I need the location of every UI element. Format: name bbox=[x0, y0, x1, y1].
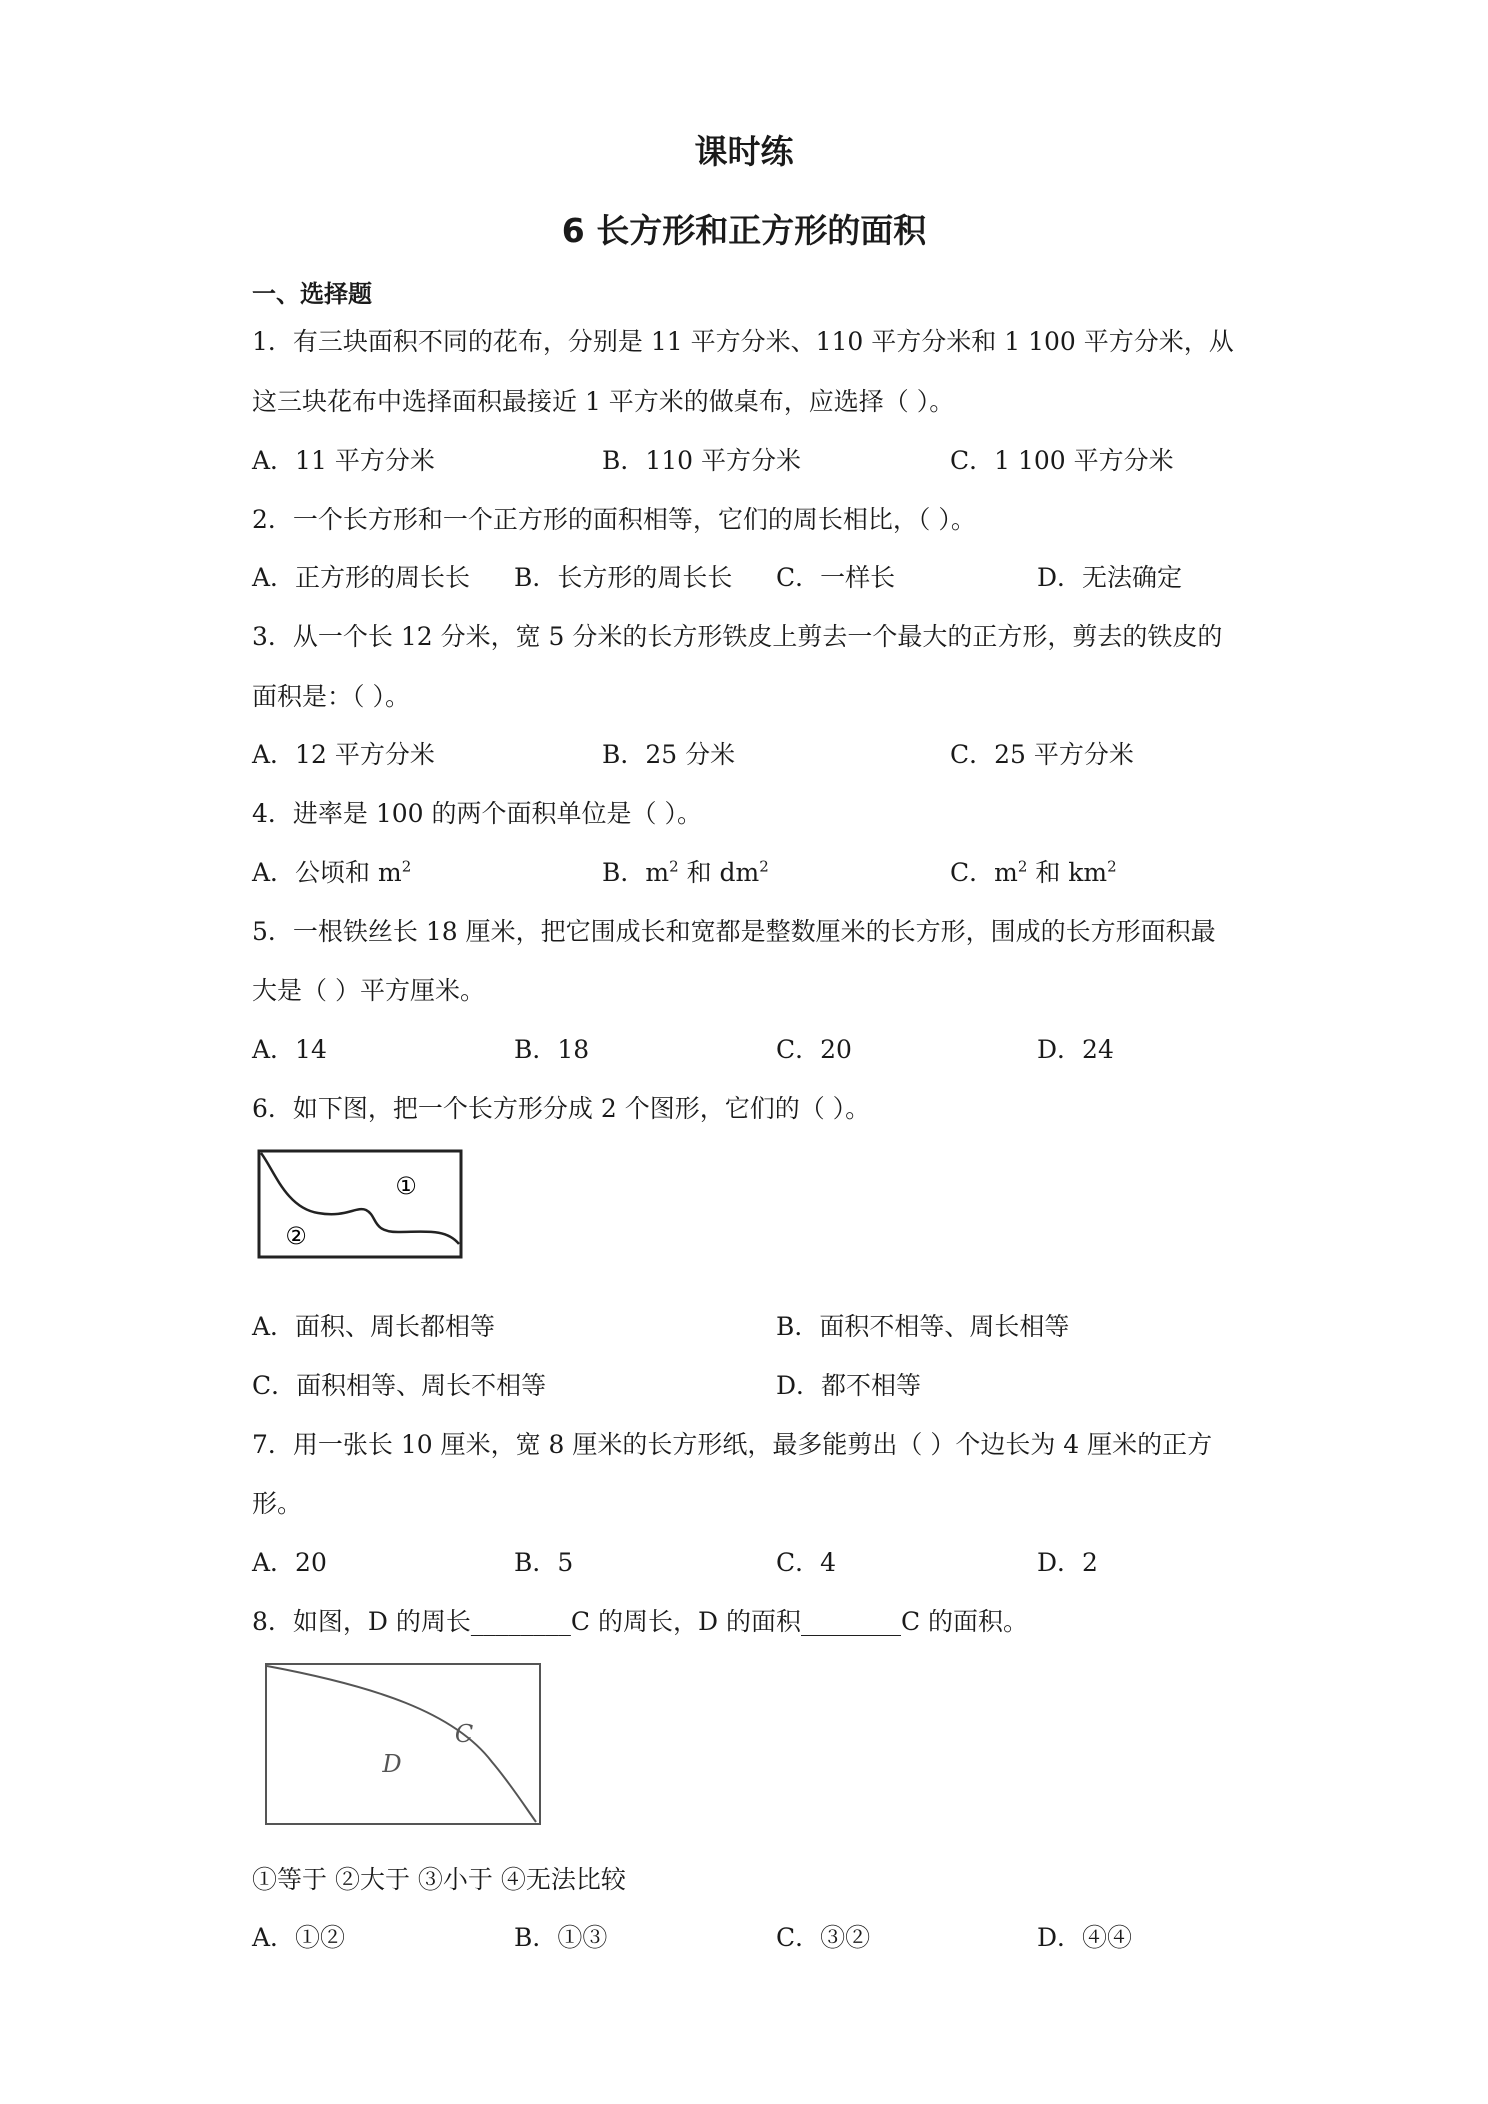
question-5-option-d: D．24 bbox=[1037, 1035, 1114, 1064]
question-4-line-1: 4．进率是 100 的两个面积单位是（ ）。 bbox=[252, 799, 702, 828]
question-2-line-1: 2．一个长方形和一个正方形的面积相等，它们的周长相比，（ ）。 bbox=[252, 505, 976, 534]
superscript: 2 bbox=[401, 857, 412, 876]
question-7-option-a: A．20 bbox=[252, 1548, 327, 1577]
question-2-option-a: A．正方形的周长长 bbox=[252, 563, 471, 592]
question-3-option-a: A．12 平方分米 bbox=[252, 740, 435, 769]
region-label-c: C bbox=[454, 1720, 474, 1748]
question-6-option-a: A．面积、周长都相等 bbox=[252, 1312, 496, 1341]
option-c-text-2: 和 km bbox=[1027, 858, 1108, 887]
question-1-line-2: 这三块花布中选择面积最接近 1 平方米的做桌布，应选择（ ）。 bbox=[252, 387, 955, 416]
question-6-option-c: C．面积相等、周长不相等 bbox=[252, 1371, 547, 1400]
question-3-option-b: B．25 分米 bbox=[602, 740, 736, 769]
question-2-option-d: D．无法确定 bbox=[1037, 563, 1183, 592]
question-6-line-1: 6．如下图，把一个长方形分成 2 个图形，它们的（ ）。 bbox=[252, 1094, 871, 1123]
question-7-option-c: C．4 bbox=[776, 1548, 837, 1577]
split-rectangle-figure bbox=[256, 1148, 466, 1260]
region-label-d: D bbox=[382, 1750, 402, 1778]
question-4-option-a bbox=[252, 853, 411, 889]
question-1-option-c: C．1 100 平方分米 bbox=[950, 446, 1174, 475]
question-6-option-d: D．都不相等 bbox=[776, 1371, 922, 1400]
option-c-text: C．m bbox=[950, 858, 1018, 887]
question-7-line-2: 形。 bbox=[252, 1489, 303, 1518]
question-4-option-b bbox=[602, 853, 769, 889]
question-1-option-b: B．110 平方分米 bbox=[602, 446, 802, 475]
question-5-option-b: B．18 bbox=[514, 1035, 590, 1064]
section-heading: 一、选择题 bbox=[252, 280, 372, 308]
dividing-curve bbox=[267, 1666, 536, 1822]
question-3-line-2: 面积是：（ ）。 bbox=[252, 682, 410, 711]
question-8-option-c: C．③② bbox=[776, 1923, 871, 1952]
superscript: 2 bbox=[1107, 857, 1117, 876]
question-3-line-1: 3．从一个长 12 分米，宽 5 分米的长方形铁皮上剪去一个最大的正方形，剪去的铁皮的 bbox=[252, 622, 1223, 651]
question-3-option-c: C．25 平方分米 bbox=[950, 740, 1134, 769]
question-5-option-a: A．14 bbox=[252, 1035, 327, 1064]
question-5-line-1: 5．一根铁丝长 18 厘米，把它围成长和宽都是整数厘米的长方形，围成的长方形面积最 bbox=[252, 917, 1216, 946]
superscript: 2 bbox=[669, 857, 679, 876]
question-6-option-b: B．面积不相等、周长相等 bbox=[776, 1312, 1070, 1341]
d-c-region-figure bbox=[264, 1662, 542, 1826]
question-8-option-a: A．①② bbox=[252, 1923, 346, 1952]
question-1-line-1: 1．有三块面积不同的花布，分别是 11 平方分米、110 平方分米和 1 100 平方分米，从 bbox=[252, 327, 1234, 356]
superscript: 2 bbox=[759, 857, 769, 876]
question-7-option-d: D．2 bbox=[1037, 1548, 1098, 1577]
rectangle-outline bbox=[266, 1664, 540, 1824]
question-4-option-c bbox=[950, 853, 1117, 889]
question-8-choices: ①等于 ②大于 ③小于 ④无法比较 bbox=[252, 1865, 626, 1894]
superscript: 2 bbox=[1017, 857, 1028, 876]
question-5-option-c: C．20 bbox=[776, 1035, 852, 1064]
question-2-option-c: C．一样长 bbox=[776, 563, 896, 592]
region-label-2: ② bbox=[285, 1222, 307, 1250]
question-1-option-a: A．11 平方分米 bbox=[252, 446, 435, 475]
question-7-line-1: 7．用一张长 10 厘米，宽 8 厘米的长方形纸，最多能剪出（ ）个边长为 4 厘米的正方 bbox=[252, 1430, 1213, 1459]
option-a-text: A．公顷和 m bbox=[252, 858, 402, 887]
region-label-1: ① bbox=[395, 1172, 417, 1200]
question-8-option-b: B．①③ bbox=[514, 1923, 608, 1952]
option-b-text: B．m bbox=[602, 858, 670, 887]
question-8-line-1: 8．如图，D 的周长________C 的周长，D 的面积________C 的面积。 bbox=[252, 1607, 1029, 1636]
lesson-title: 6 长方形和正方形的面积 bbox=[561, 211, 927, 250]
question-2-option-b: B．长方形的周长长 bbox=[514, 563, 733, 592]
question-8-option-d: D．④④ bbox=[1037, 1923, 1133, 1952]
option-b-text-2: 和 dm bbox=[678, 858, 760, 887]
page-title: 课时练 bbox=[694, 132, 794, 171]
question-7-option-b: B．5 bbox=[514, 1548, 574, 1577]
question-5-line-2: 大是（ ）平方厘米。 bbox=[252, 976, 485, 1005]
